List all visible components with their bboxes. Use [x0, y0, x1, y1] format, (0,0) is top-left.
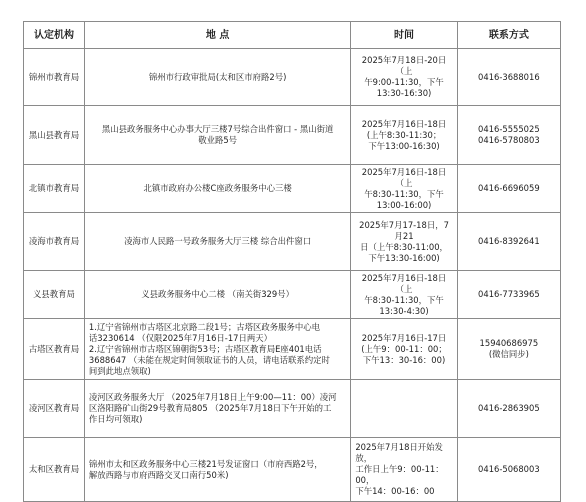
time-cell — [351, 49, 457, 106]
contact-line: 0416-5068003 — [478, 464, 540, 474]
org-cell: 黑山县教育局 — [24, 106, 85, 165]
contact-line: 0416-3688016 — [478, 71, 540, 82]
contact-line: 0416-2863905 — [478, 403, 540, 413]
contact-line: 0416-5780803 — [478, 135, 540, 145]
place-line: 间到此地点领取) — [88, 365, 151, 376]
time-line: 下午13:00-16:30) — [368, 140, 440, 151]
header-place: 地 点 — [84, 22, 350, 49]
time-line: 13:30-16:30) — [376, 88, 432, 98]
place-line: 凌河区政务服务大厅 （2025年7月18日上午9:00—11：00）凌河 — [88, 392, 337, 402]
time-line: 2025年7月17-18日，7月21 — [359, 219, 449, 241]
time-line: 2025年7月16日-18日（上 — [361, 272, 447, 294]
time-line: 2025年7月18日开始发放， — [355, 442, 443, 463]
contact-cell — [457, 380, 560, 438]
time-line: 下午13：30-16：00) — [362, 354, 446, 365]
org-cell: 凌河区教育局 — [24, 380, 85, 438]
place-cell — [84, 213, 350, 271]
place-cell — [84, 49, 350, 106]
contact-cell — [457, 213, 560, 271]
place-line: 义县政务服务中心二楼 （南关街329号） — [141, 289, 294, 299]
contact-line: 0416-7733965 — [478, 289, 540, 299]
certification-table-wrapper — [23, 21, 561, 502]
org-cell: 太和区教育局 — [24, 438, 85, 502]
place-cell — [84, 438, 350, 502]
table-row — [24, 380, 561, 438]
time-line: 下午13:30-16:00) — [368, 252, 440, 263]
time-cell — [351, 271, 457, 319]
org-cell: 北镇市教育局 — [24, 165, 85, 213]
time-cell — [351, 438, 457, 502]
place-line: 北镇市政府办公楼C座政务服务中心三楼 — [143, 183, 292, 193]
place-cell — [84, 380, 350, 438]
contact-line: 0416-8392641 — [478, 236, 540, 246]
time-line: 2025年7月16日-17日 — [361, 332, 447, 343]
table-header-row — [24, 22, 561, 49]
contact-line: 0416-5555025 — [478, 124, 540, 134]
time-line: 13:30-4:30) — [379, 305, 429, 316]
time-line: 工作日上午9：00-11：00， — [355, 464, 444, 485]
place-line: 锦州市行政审批局(太和区市府路2号) — [148, 71, 287, 82]
contact-cell — [457, 319, 560, 380]
contact-cell — [457, 165, 560, 213]
time-line: 2025年7月18日-20日（上 — [361, 55, 447, 76]
time-line: 2025年7月16日-18日 — [361, 118, 447, 129]
place-line: 凌海市人民路一号政务服务大厅三楼 综合出件窗口 — [124, 236, 312, 246]
place-cell — [84, 271, 350, 319]
time-line: 下午14：00-16：00 — [355, 486, 435, 496]
table-row — [24, 165, 561, 213]
time-cell-empty — [351, 380, 457, 438]
time-line: 午9:00-11:30，下午 — [364, 77, 444, 87]
time-line: 2025年7月16日-18日（上 — [361, 166, 447, 188]
contact-cell — [457, 438, 560, 502]
org-cell: 凌海市教育局 — [24, 213, 85, 271]
place-cell — [84, 319, 350, 380]
contact-line: (微信同步) — [488, 349, 529, 359]
org-cell: 锦州市教育局 — [24, 49, 85, 106]
time-line: 日（上午8:30-11:00， — [360, 241, 448, 252]
time-cell — [351, 319, 457, 380]
place-line: 黑山县政务服务中心办事大厅三楼7号综合出件窗口 - 黑山街道 — [101, 124, 334, 134]
place-line: 敬业路5号 — [198, 135, 238, 145]
contact-cell — [457, 271, 560, 319]
table-row — [24, 213, 561, 271]
place-line: 3688647 （未能在规定时间领取证书的人员，请电话联系约定时 — [88, 354, 330, 365]
place-line: 话3230614 （仅限2025年7月16日-17日两天） — [88, 332, 272, 343]
place-line: 1.辽宁省锦州市古塔区北京路二段1号；古塔区政务服务中心电 — [88, 321, 320, 332]
header-contact: 联系方式 — [457, 22, 560, 49]
org-cell: 古塔区教育局 — [24, 319, 85, 380]
table-row — [24, 438, 561, 502]
contact-cell — [457, 106, 560, 165]
time-cell — [351, 213, 457, 271]
header-org: 认定机构 — [24, 22, 85, 49]
place-cell — [84, 165, 350, 213]
table-row — [24, 319, 561, 380]
time-line: 13:00-16:00) — [376, 199, 432, 210]
place-line: 2.辽宁省锦州市古塔区锦朝街53号；古塔区教育局E座401电话 — [88, 343, 322, 354]
header-time: 时间 — [351, 22, 457, 49]
time-line: 午8:30-11:30，下午 — [364, 294, 444, 305]
table-row — [24, 271, 561, 319]
place-line: 解放西路与市府西路交叉口南行50米) — [88, 469, 229, 480]
time-line: (上午9：00-11：00； — [361, 343, 447, 354]
time-line: (上午8:30-11:30； — [366, 129, 442, 140]
contact-line: 15940686975 — [479, 338, 539, 348]
contact-line: 0416-6696059 — [478, 183, 540, 193]
table-row — [24, 106, 561, 165]
table-row — [24, 49, 561, 106]
place-line: 作日均可领取) — [88, 414, 143, 424]
time-cell — [351, 165, 457, 213]
place-line: 区洛阳路矿山街29号教育局805 （2025年7月18日下午开始的工 — [88, 403, 332, 413]
time-line: 午8:30-11:30，下午 — [364, 188, 444, 199]
certification-table — [23, 21, 561, 502]
place-line: 锦州市太和区政务服务中心三楼21号发证窗口（市府西路2号， — [88, 458, 323, 469]
contact-cell — [457, 49, 560, 106]
time-cell — [351, 106, 457, 165]
org-cell: 义县教育局 — [24, 271, 85, 319]
place-cell — [84, 106, 350, 165]
